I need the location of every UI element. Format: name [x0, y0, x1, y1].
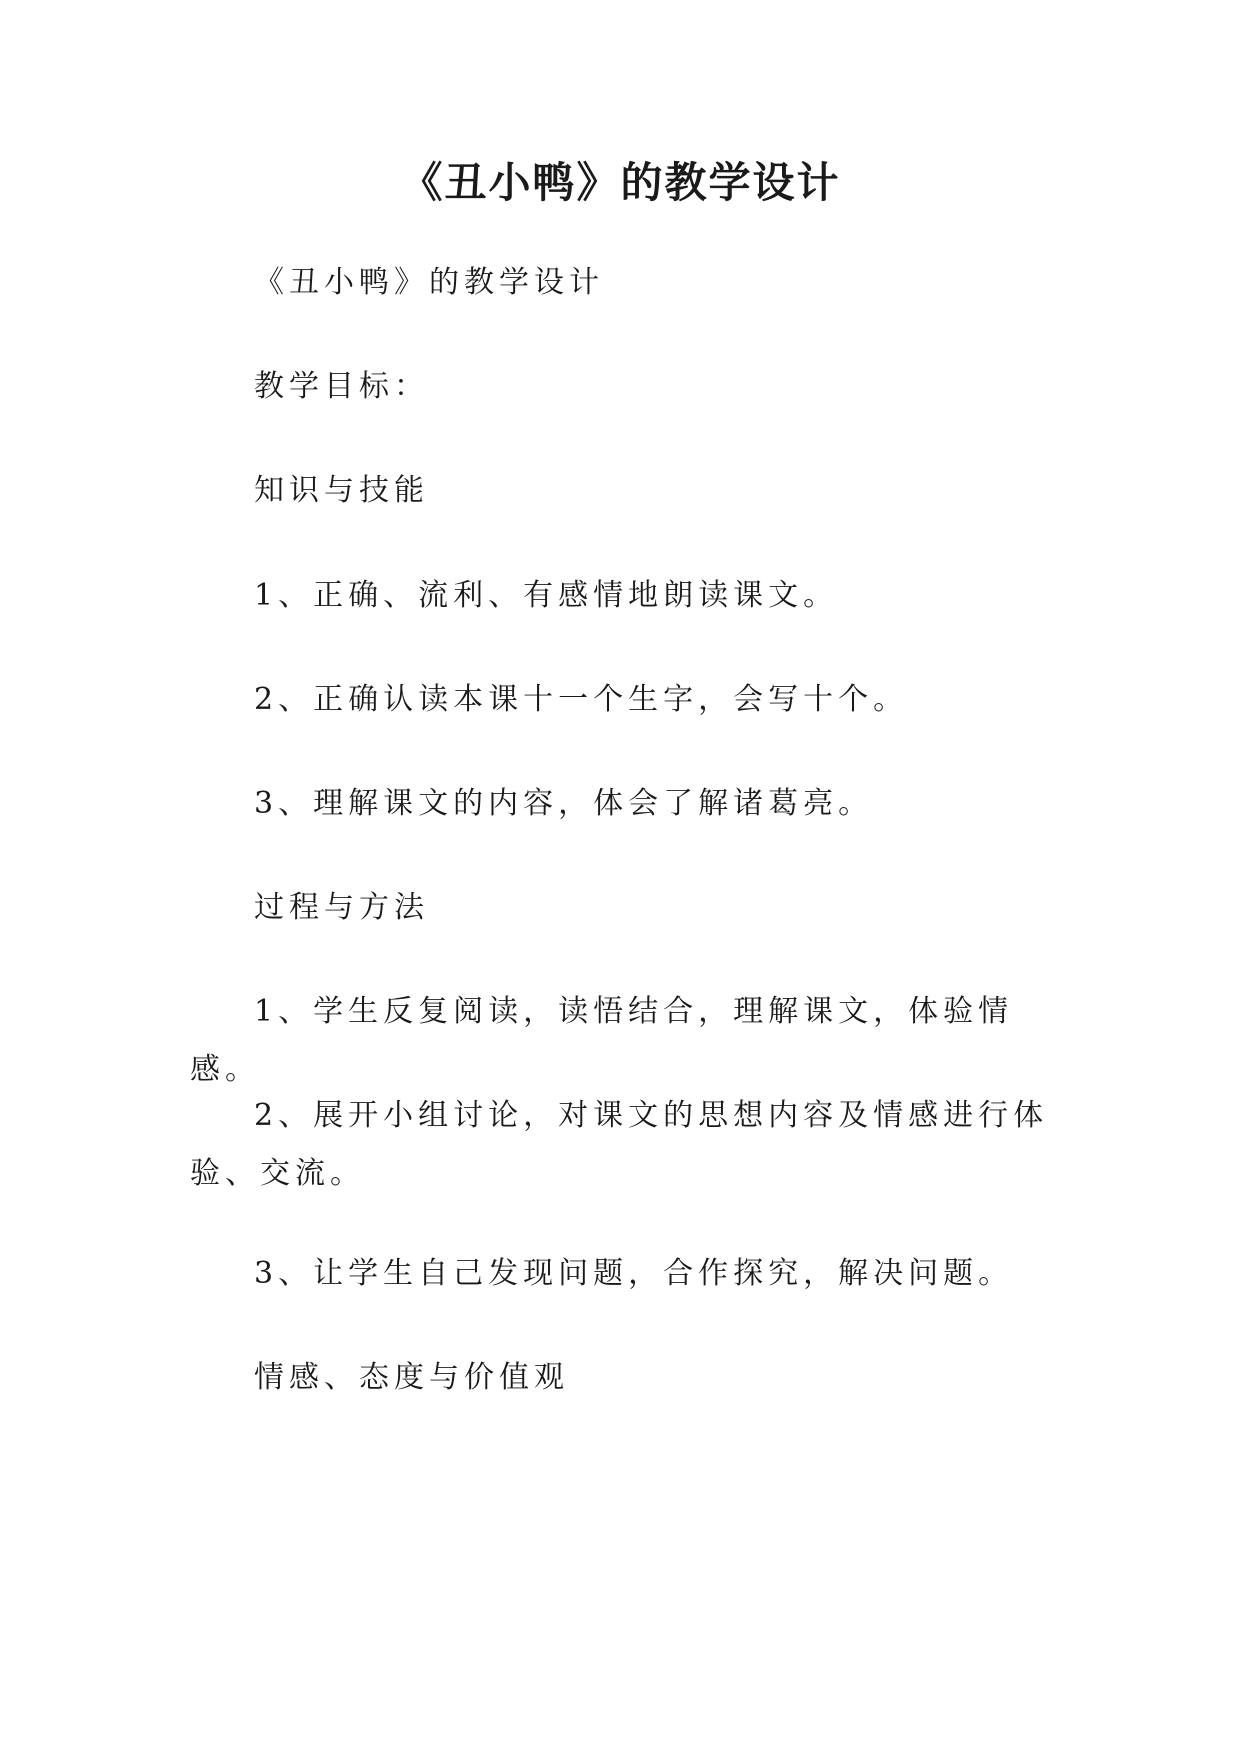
paragraph-item: 3、让学生自己发现问题，合作探究，解决问题。 [254, 1256, 1014, 1291]
paragraph-item: 3、理解课文的内容，体会了解诸葛亮。 [254, 786, 874, 821]
paragraph-item: 1、学生反复阅读，读悟结合，理解课文，体验情感。 [190, 994, 1014, 1087]
paragraph-item: 1、正确、流利、有感情地朗读课文。 [254, 578, 839, 613]
document-title: 《丑小鸭》的教学设计 [400, 158, 841, 207]
paragraph-teaching-goals: 教学目标： [254, 369, 429, 404]
paragraph-subtitle: 《丑小鸭》的教学设计 [254, 265, 604, 300]
paragraph-item: 2、展开小组讨论，对课文的思想内容及情感进行体验、交流。 [190, 1098, 1049, 1191]
paragraph-item: 2、正确认读本课十一个生字，会写十个。 [254, 682, 909, 717]
paragraph-process-methods: 过程与方法 [254, 890, 429, 925]
paragraph-emotion-values: 情感、态度与价值观 [254, 1360, 569, 1395]
paragraph-knowledge-skills: 知识与技能 [254, 473, 429, 508]
